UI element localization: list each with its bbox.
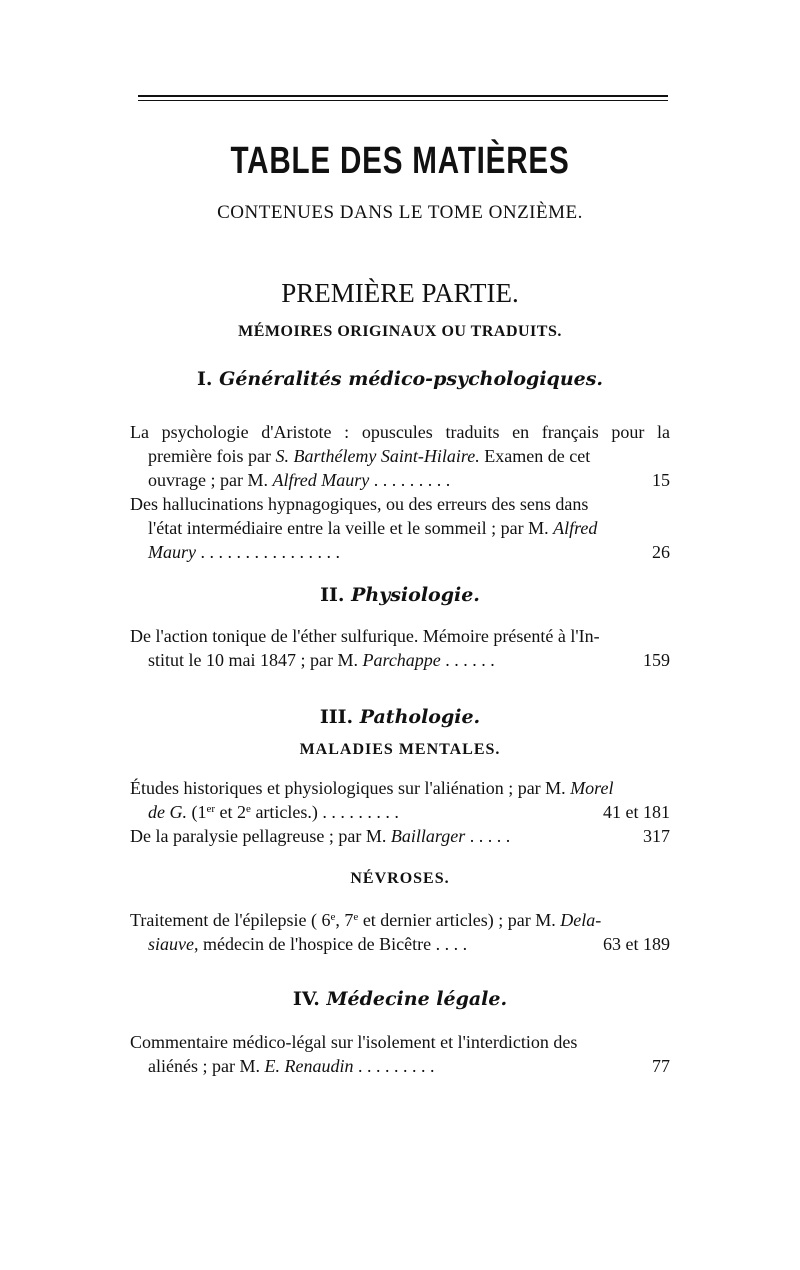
author-name: Parchappe — [362, 650, 441, 670]
entry-line: De la paralysie pellagreuse ; par M. Baillarger . . . . . 317 — [130, 826, 670, 846]
entry-line: l'état intermédiaire entre la veille et le sommeil ; par M. Alfred — [148, 518, 598, 538]
section-number: III. — [319, 706, 354, 728]
entry-line: stitut le 10 mai 1847 ; par M. Parchappe . . . . . . 159 — [148, 650, 670, 670]
toc-entry-hallucinations — [130, 492, 670, 564]
page-subtitle: CONTENUES DANS LE TOME ONZIÈME. — [217, 202, 583, 223]
author-name: Dela- — [560, 910, 602, 930]
section-title: Physiologie. — [351, 584, 480, 606]
entry-line: Traitement de l'épilepsie ( 6e, 7e et dernier articles) ; par M. Dela- — [130, 910, 602, 930]
author-name: Baillarger — [390, 826, 466, 846]
author-name: siauve — [148, 934, 194, 954]
entry-line — [130, 540, 670, 564]
section-number: I. — [196, 368, 213, 390]
leader-dots: . . . . . . — [445, 650, 495, 670]
section-number: II. — [320, 584, 345, 606]
subheading-maladies-mentales: MALADIES MENTALES. — [299, 741, 501, 758]
page-number: 63 et 189 — [603, 934, 670, 954]
section-heading-2 — [0, 584, 800, 606]
leader-dots: . . . . . . . . . . . . . . . . — [196, 542, 340, 562]
entry-line: Des hallucinations hypnagogiques, ou des erreurs des sens dans — [130, 494, 589, 514]
toc-entry-pellagre — [130, 824, 670, 848]
toc-entry-ether — [130, 624, 670, 672]
leader-dots: . . . . . — [469, 826, 511, 846]
author-name: Maury — [148, 542, 196, 562]
section-number: IV. — [292, 988, 320, 1010]
entry-line: première fois par S. Barthélemy Saint-Hilaire. Examen de cet — [148, 446, 591, 466]
entry-line: ouvrage ; par M. Alfred Maury . . . . . . . . . 15 — [148, 470, 670, 490]
author-name: Morel — [570, 778, 614, 798]
section-title: Généralités médico-psychologiques. — [219, 368, 604, 390]
leader-dots: . . . . . . . . . — [353, 1056, 435, 1076]
toc-entry-aristote — [130, 420, 670, 492]
toc-entry-alienation — [130, 776, 670, 824]
page-title: TABLE DES MATIÈRES — [230, 140, 570, 182]
section-heading-1 — [0, 368, 800, 390]
leader-dots: . . . . — [431, 934, 468, 954]
part-subtitle: MÉMOIRES ORIGINAUX OU TRADUITS. — [238, 323, 562, 340]
page-number: 26 — [652, 542, 670, 562]
entry-line: La psychologie d'Aristote : opuscules traduits en français pour la — [130, 422, 670, 442]
section-heading-3 — [0, 706, 800, 728]
entry-line: aliénés ; par M. E. Renaudin . . . . . . . . . 77 — [148, 1056, 670, 1076]
rule-thin — [138, 100, 668, 101]
entry-line: Études historiques et physiologiques sur l'aliénation ; par M. Morel — [130, 778, 614, 798]
page-number: 317 — [643, 826, 670, 846]
leader-dots: . . . . . . . . . — [322, 802, 399, 822]
author-name: Alfred — [553, 518, 598, 538]
leader-dots: . . . . . . . . . — [369, 470, 451, 490]
toc-entry-epilepsie — [130, 908, 670, 956]
page-number: 77 — [652, 1056, 670, 1076]
page-number: 41 et 181 — [603, 802, 670, 822]
rule-thick — [138, 95, 668, 97]
author-name: Alfred Maury — [272, 470, 370, 490]
section-title: Pathologie. — [359, 706, 481, 728]
section-title: Médecine légale. — [326, 988, 508, 1010]
entry-line: siauve, médecin de l'hospice de Bicêtre . . . . 63 et 189 — [148, 934, 670, 954]
section-heading-4 — [0, 988, 800, 1010]
author-name: de G. — [148, 802, 187, 822]
entry-line: de G. (1er et 2e articles.) . . . . . . . . . 41 et 181 — [148, 802, 670, 822]
entry-line: Commentaire médico-légal sur l'isolement et l'interdiction des — [130, 1032, 578, 1052]
author-name: E. Renaudin — [264, 1056, 354, 1076]
part-title: PREMIÈRE PARTIE. — [281, 278, 519, 308]
subheading-nevroses: NÉVROSES. — [350, 870, 450, 887]
toc-entry-isolement — [130, 1030, 670, 1078]
page-number: 15 — [652, 470, 670, 490]
page-number: 159 — [643, 650, 670, 670]
entry-line: De l'action tonique de l'éther sulfurique. Mémoire présenté à l'In- — [130, 626, 600, 646]
author-name: S. Barthélemy Saint-Hilaire. — [275, 446, 480, 466]
